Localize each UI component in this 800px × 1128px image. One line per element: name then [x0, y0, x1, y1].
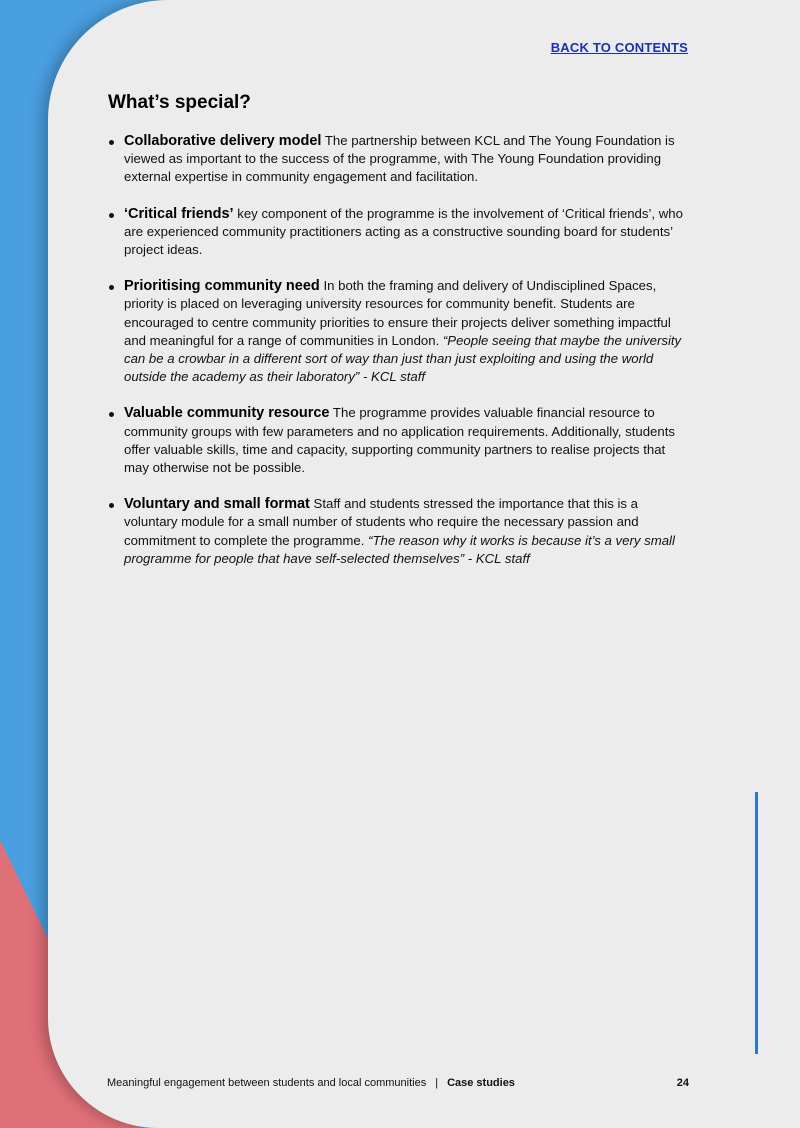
document-page: [48, 0, 800, 1128]
item-text: key component of the programme is the involvement of ‘Critical friends’, who are experienced community practitioners acting as a constructive sounding board for students’ project ideas.: [124, 205, 683, 258]
list-item: [108, 205, 692, 260]
item-text: In both the framing and delivery of Undisciplined Spaces, priority is placed on leveraging university resources for community benefit. Students are encouraged to centre community priorities to ensure their projects deliver something impactful and meaningful for a range of communities in London.: [124, 278, 671, 348]
list-item: [108, 404, 692, 477]
feature-list: [108, 132, 692, 586]
item-text: The programme provides valuable financial resource to community groups with few parameters and no application requirements. Additionally, students offer valuable skills, time and capacity, supporting community partners to realise projects that may otherwise not be possible.: [124, 405, 675, 476]
footer-doc-title: Meaningful engagement between students and local communities: [107, 1077, 427, 1089]
item-text: The partnership between KCL and The Young Foundation is viewed as important to the success of the programme, with The Young Foundation providing external expertise in community engagement and facilitation.: [124, 133, 675, 185]
item-quote: “People seeing that maybe the university can be a crowbar in a different sort of way than just than just exploiting and using the world outside the academy as their laboratory” - KCL staff: [124, 332, 682, 385]
list-item: [108, 132, 692, 187]
item-text: Staff and students stressed the importance that this is a voluntary module for a small number of students who require the necessary passion and commitment to complete the programme.: [124, 496, 639, 548]
footer-separator: |: [435, 1077, 439, 1089]
list-item: [108, 495, 692, 568]
page-number: 24: [676, 1077, 689, 1089]
list-item: [108, 277, 692, 386]
back-to-contents-link[interactable]: BACK TO CONTENTS: [550, 40, 688, 55]
item-title: Valuable community resource: [124, 405, 330, 422]
item-title: Voluntary and small format: [124, 496, 310, 513]
item-quote: “The reason why it works is because it’s a very small programme for people that have self-selected themselves” - KCL staff: [124, 532, 675, 566]
item-title: Collaborative delivery model: [124, 133, 322, 149]
item-title: Prioritising community need: [124, 278, 320, 295]
vertical-rule: [755, 792, 758, 1054]
section-heading: What’s special?: [108, 92, 251, 113]
page-footer: [107, 1077, 689, 1089]
footer-section: Case studies: [447, 1077, 515, 1089]
item-title: ‘Critical friends’: [124, 205, 234, 222]
